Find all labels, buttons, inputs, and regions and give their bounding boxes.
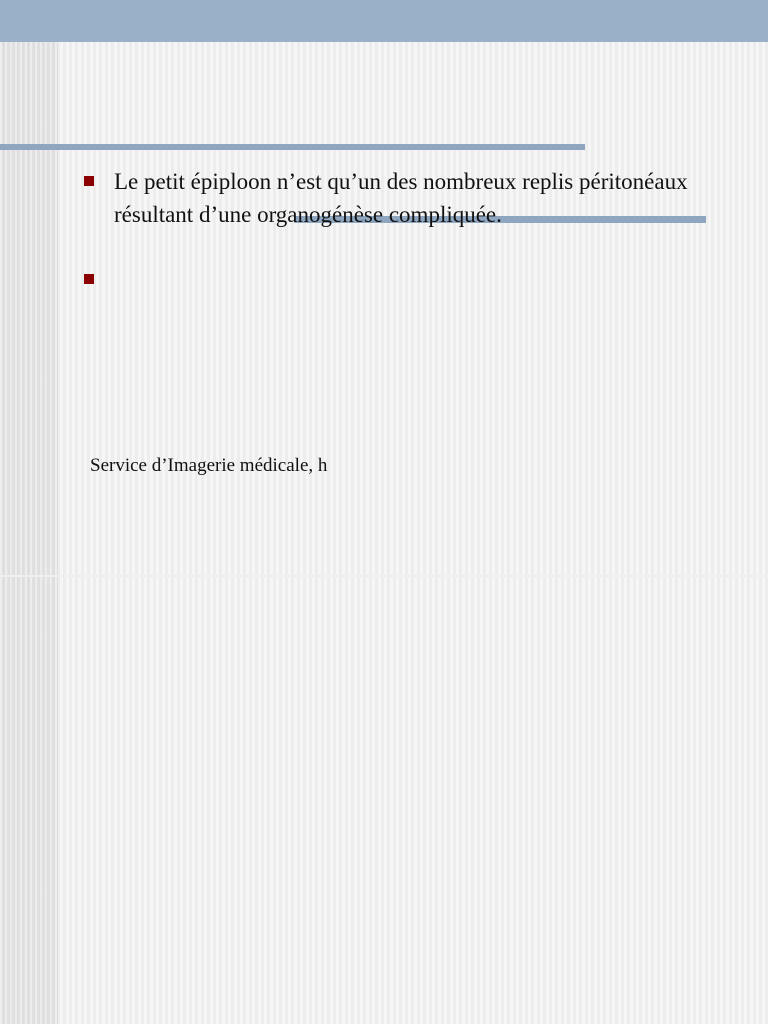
- square-bullet-icon: [84, 274, 94, 284]
- bullet-item: [84, 165, 724, 231]
- slide-subtitle: Service d’Imagerie médicale, h: [90, 455, 328, 476]
- bullet-text: Le petit épiploon n’est qu’un des nombreux replis péritonéaux résultant d’une organogénèse compliquée.: [114, 169, 688, 227]
- bullet-list: [84, 165, 724, 328]
- title-divider-rule: [0, 144, 585, 150]
- bullet-item: [84, 263, 724, 296]
- square-bullet-icon: [84, 176, 94, 186]
